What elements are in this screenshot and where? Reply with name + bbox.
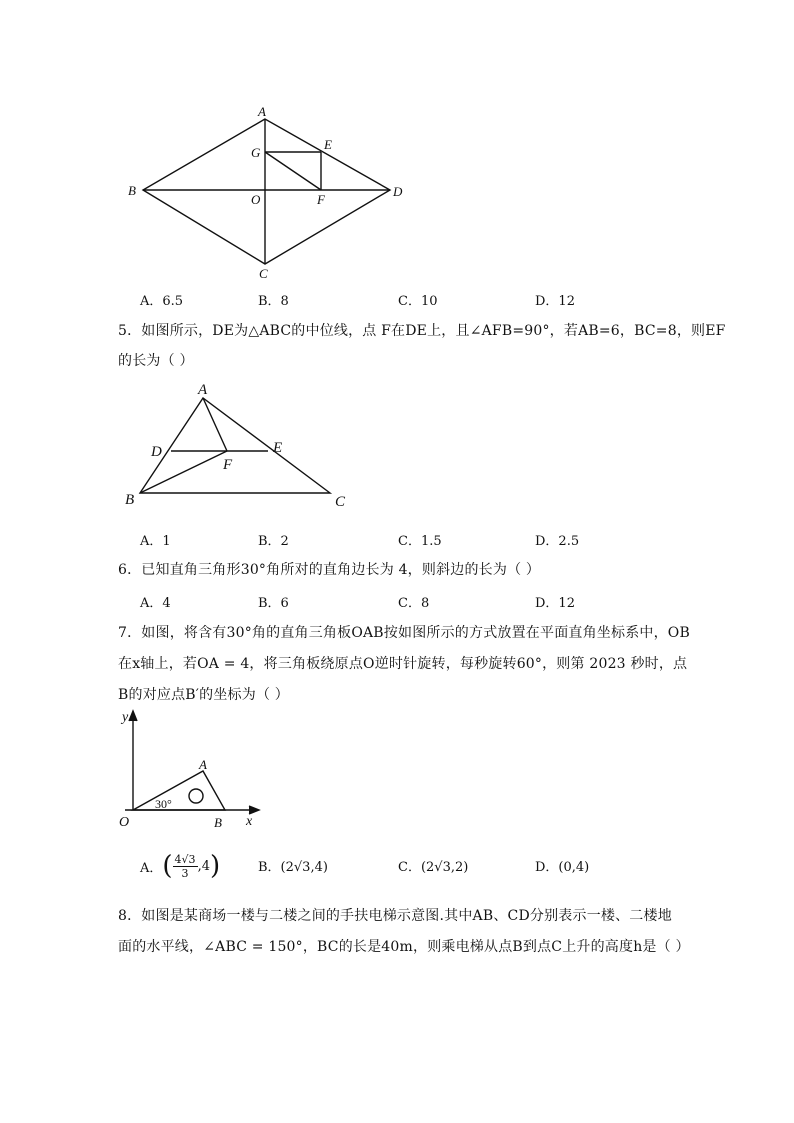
label-angle: 30°	[155, 797, 172, 811]
triangle-oab	[133, 771, 225, 810]
q6-option-d[interactable]: D．12	[535, 596, 575, 611]
q5-option-b[interactable]: B．2	[258, 534, 289, 549]
q7-option-b[interactable]: B．(2√3,4)	[258, 860, 328, 875]
fraction-denominator: 3	[181, 866, 189, 880]
q7-option-c[interactable]: C．(2√3,2)	[398, 860, 469, 875]
q7-option-a-rest: ,4	[197, 858, 210, 874]
label-f: F	[223, 457, 233, 473]
q7-text-line2: 在x轴上，若OA = 4，将三角板绕原点O逆时针旋转，每秒旋转60°，则第 2023 秒时，点	[118, 656, 688, 672]
segment-gf	[265, 152, 321, 190]
segment-af	[203, 398, 227, 451]
q7-option-a[interactable]	[140, 843, 220, 889]
label-b: B	[128, 183, 136, 198]
q4-option-a[interactable]: A．6.5	[140, 294, 184, 309]
label-o: O	[119, 815, 130, 830]
y-axis-arrow	[129, 711, 137, 721]
q7-option-a-prefix: A．	[140, 860, 163, 876]
q7-text-line1: 7．如图，将含有30°角的直角三角板OAB按如图所示的方式放置在平面直角坐标系中，OB	[118, 625, 690, 641]
close-paren: )	[209, 851, 221, 881]
q7-option-d[interactable]: D．(0,4)	[535, 860, 590, 875]
rhombus-figure	[120, 100, 420, 280]
label-e: E	[324, 137, 332, 152]
label-b: B	[125, 492, 135, 508]
label-d: D	[393, 184, 403, 199]
label-a: A	[258, 104, 266, 119]
label-d: D	[151, 444, 162, 460]
rhombus-outline	[143, 119, 390, 264]
label-a: A	[198, 382, 208, 398]
triangle-midline-figure	[118, 380, 368, 515]
q7-text-line3: B的对应点B′的坐标为（ ）	[118, 687, 290, 703]
q5-option-c[interactable]: C．1.5	[398, 534, 442, 549]
label-g: G	[251, 145, 261, 160]
q8-text-line1: 8．如图是某商场一楼与二楼之间的手扶电梯示意图.其中AB、CD分别表示一楼、二楼地	[118, 908, 672, 924]
label-x: x	[246, 814, 253, 829]
coordinate-triangle-figure	[115, 705, 265, 830]
q4-option-c[interactable]: C．10	[398, 294, 438, 309]
label-e: E	[273, 440, 283, 456]
q8-text-line2: 面的水平线，∠ABC = 150°，BC的长是40m，则乘电梯从点B到点C上升的高度h是（ ）	[118, 939, 690, 955]
q6-option-b[interactable]: B．6	[258, 596, 289, 611]
q6-text-line1: 6．已知直角三角形30°角所对的直角边长为 4，则斜边的长为（ ）	[118, 562, 541, 578]
q5-option-a[interactable]: A．1	[140, 534, 171, 549]
x-axis-arrow	[249, 806, 259, 814]
label-o: O	[251, 192, 261, 207]
open-paren: (	[162, 851, 173, 881]
label-y: y	[122, 710, 129, 725]
label-c: C	[259, 266, 268, 281]
label-a: A	[199, 757, 207, 772]
q4-option-d[interactable]: D．12	[535, 294, 575, 309]
label-c: C	[335, 494, 346, 510]
q5-option-d[interactable]: D．2.5	[535, 534, 580, 549]
fraction	[173, 853, 198, 880]
q4-option-b[interactable]: B．8	[258, 294, 289, 309]
triangle-hole	[189, 789, 203, 803]
q6-option-c[interactable]: C．8	[398, 596, 430, 611]
q6-option-a[interactable]: A．4	[140, 596, 171, 611]
q5-text-line2: 的长为（ ）	[118, 353, 194, 369]
label-f: F	[317, 192, 325, 207]
label-b: B	[214, 815, 222, 830]
fraction-numerator: 4√3	[174, 852, 196, 866]
q5-text-line1: 5．如图所示，DE为△ABC的中位线，点 F在DE上，且∠AFB=90°，若AB=6，BC=8，则EF	[118, 323, 726, 339]
